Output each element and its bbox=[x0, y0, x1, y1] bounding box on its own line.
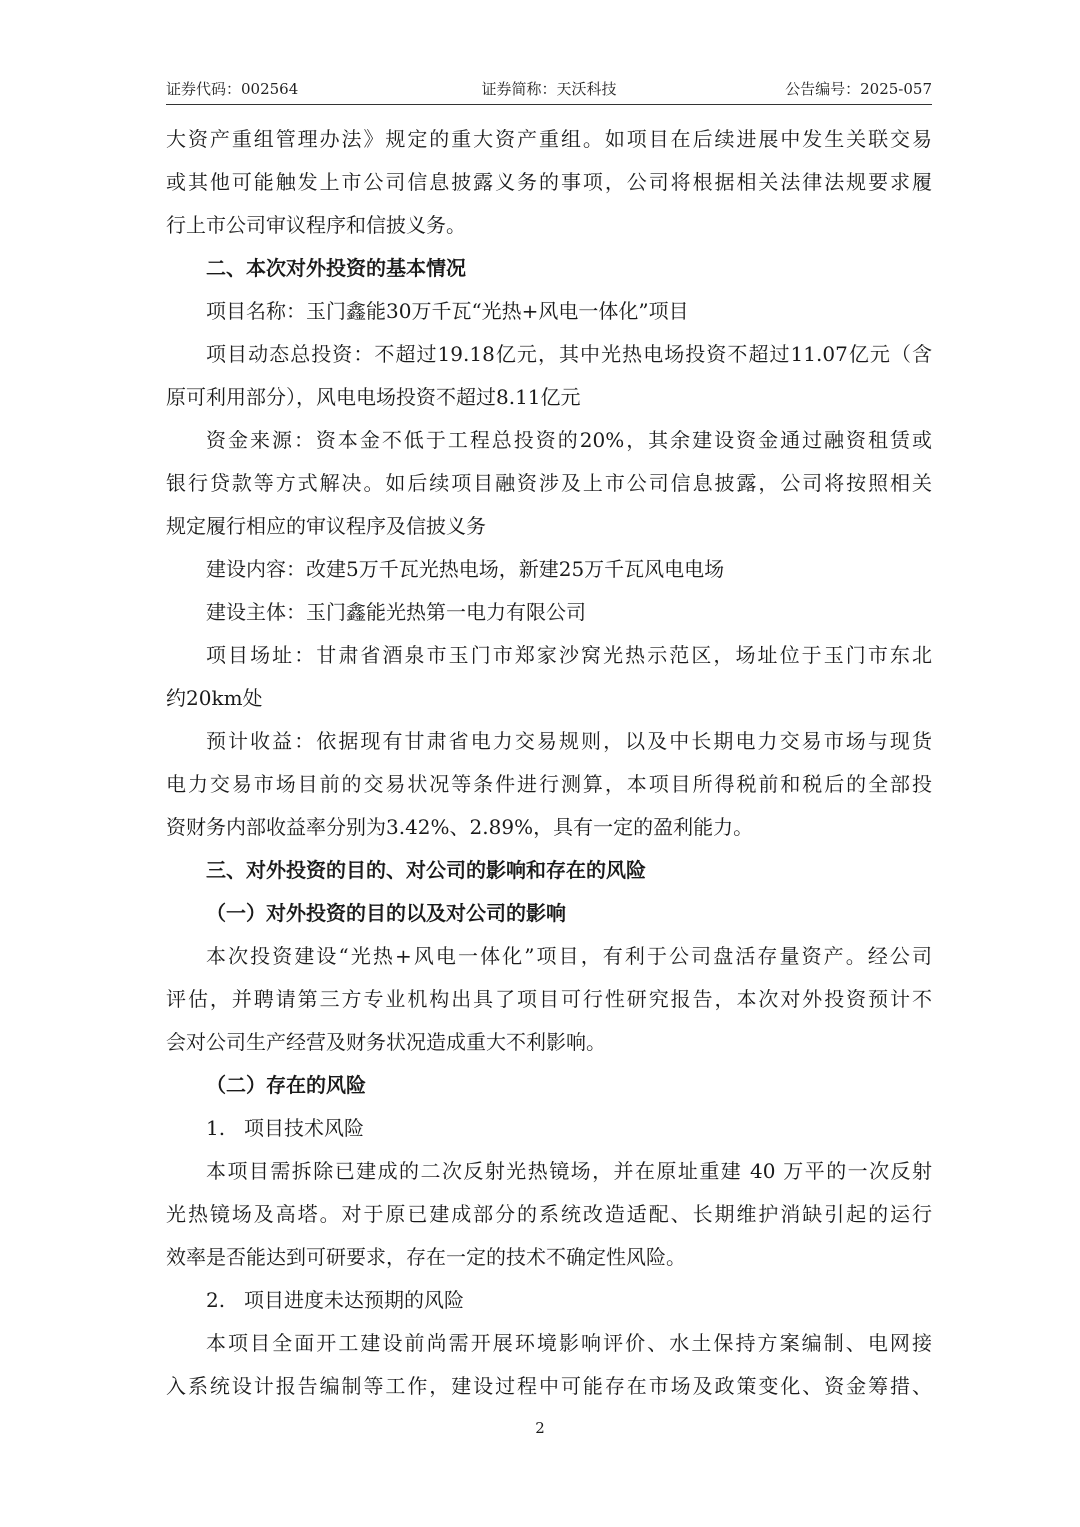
paragraph-line: 效率是否能达到可研要求，存在一定的技术不确定性风险。 bbox=[166, 1245, 686, 1269]
funding-source-line: 规定履行相应的审议程序及信披义务 bbox=[166, 514, 486, 538]
paragraph-line: 入系统设计报告编制等工作，建设过程中可能存在市场及政策变化、资金筹措、 bbox=[166, 1374, 932, 1398]
project-name-line: 项目名称：玉门鑫能30万千瓦“光热+风电一体化”项目 bbox=[206, 299, 689, 323]
list-item-title: 项目进度未达预期的风险 bbox=[244, 1288, 464, 1312]
subsection-heading-2: （二）存在的风险 bbox=[206, 1073, 366, 1097]
paragraph-line: 光热镜场及高塔。对于原已建成部分的系统改造适配、长期维护消缺引起的运行 bbox=[166, 1202, 932, 1226]
expected-return-line: 资财务内部收益率分别为3.42%、2.89%，具有一定的盈利能力。 bbox=[166, 815, 754, 839]
construction-entity-line: 建设主体：玉门鑫能光热第一电力有限公司 bbox=[206, 600, 586, 624]
list-item-heading bbox=[166, 1279, 932, 1322]
list-item-title: 项目技术风险 bbox=[244, 1116, 364, 1140]
paragraph-line: 大资产重组管理办法》规定的重大资产重组。如项目在后续进展中发生关联交易 bbox=[166, 127, 932, 151]
page-number: 2 bbox=[535, 1419, 545, 1437]
stock-abbreviation: 证券简称：天沃科技 bbox=[481, 80, 617, 98]
page-header bbox=[166, 76, 932, 102]
list-number: 2. bbox=[206, 1288, 226, 1312]
list-item-heading bbox=[166, 1107, 932, 1150]
project-site-line: 项目场址：甘肃省酒泉市玉门市郑家沙窝光热示范区，场址位于玉门市东北 bbox=[206, 643, 932, 667]
paragraph-line: 或其他可能触发上市公司信息披露义务的事项，公司将根据相关法律法规要求履 bbox=[166, 170, 932, 194]
project-site-line: 约20km处 bbox=[166, 686, 263, 710]
header-divider bbox=[166, 104, 932, 105]
section-heading-2: 二、本次对外投资的基本情况 bbox=[206, 256, 466, 280]
funding-source-line: 银行贷款等方式解决。如后续项目融资涉及上市公司信息披露，公司将按照相关 bbox=[166, 471, 932, 495]
paragraph-line: 行上市公司审议程序和信披义务。 bbox=[166, 213, 466, 237]
section-heading-3: 三、对外投资的目的、对公司的影响和存在的风险 bbox=[206, 858, 646, 882]
paragraph-line: 会对公司生产经营及财务状况造成重大不利影响。 bbox=[166, 1030, 606, 1054]
expected-return-line: 预计收益：依据现有甘肃省电力交易规则，以及中长期电力交易市场与现货 bbox=[206, 729, 932, 753]
construction-content-line: 建设内容：改建5万千瓦光热电场，新建25万千瓦风电电场 bbox=[206, 557, 725, 581]
expected-return-line: 电力交易市场目前的交易状况等条件进行测算，本项目所得税前和税后的全部投 bbox=[166, 772, 932, 796]
announcement-number: 公告编号：2025-057 bbox=[785, 80, 932, 98]
paragraph-line: 本项目全面开工建设前尚需开展环境影响评价、水土保持方案编制、电网接 bbox=[206, 1331, 932, 1355]
paragraph-line: 评估，并聘请第三方专业机构出具了项目可行性研究报告，本次对外投资预计不 bbox=[166, 987, 932, 1011]
list-number: 1. bbox=[206, 1116, 226, 1140]
paragraph-line: 本次投资建设“光热+风电一体化”项目，有利于公司盘活存量资产。经公司 bbox=[206, 944, 932, 968]
investment-line: 项目动态总投资：不超过19.18亿元，其中光热电场投资不超过11.07亿元（含 bbox=[206, 342, 932, 366]
paragraph-line: 本项目需拆除已建成的二次反射光热镜场，并在原址重建 40 万平的一次反射 bbox=[206, 1159, 932, 1183]
stock-code: 证券代码：002564 bbox=[166, 80, 299, 98]
document-body bbox=[166, 118, 932, 1408]
investment-line: 原可利用部分），风电电场投资不超过8.11亿元 bbox=[166, 385, 581, 409]
funding-source-line: 资金来源：资本金不低于工程总投资的20%，其余建设资金通过融资租赁或 bbox=[206, 428, 932, 452]
subsection-heading-1: （一）对外投资的目的以及对公司的影响 bbox=[206, 901, 566, 925]
